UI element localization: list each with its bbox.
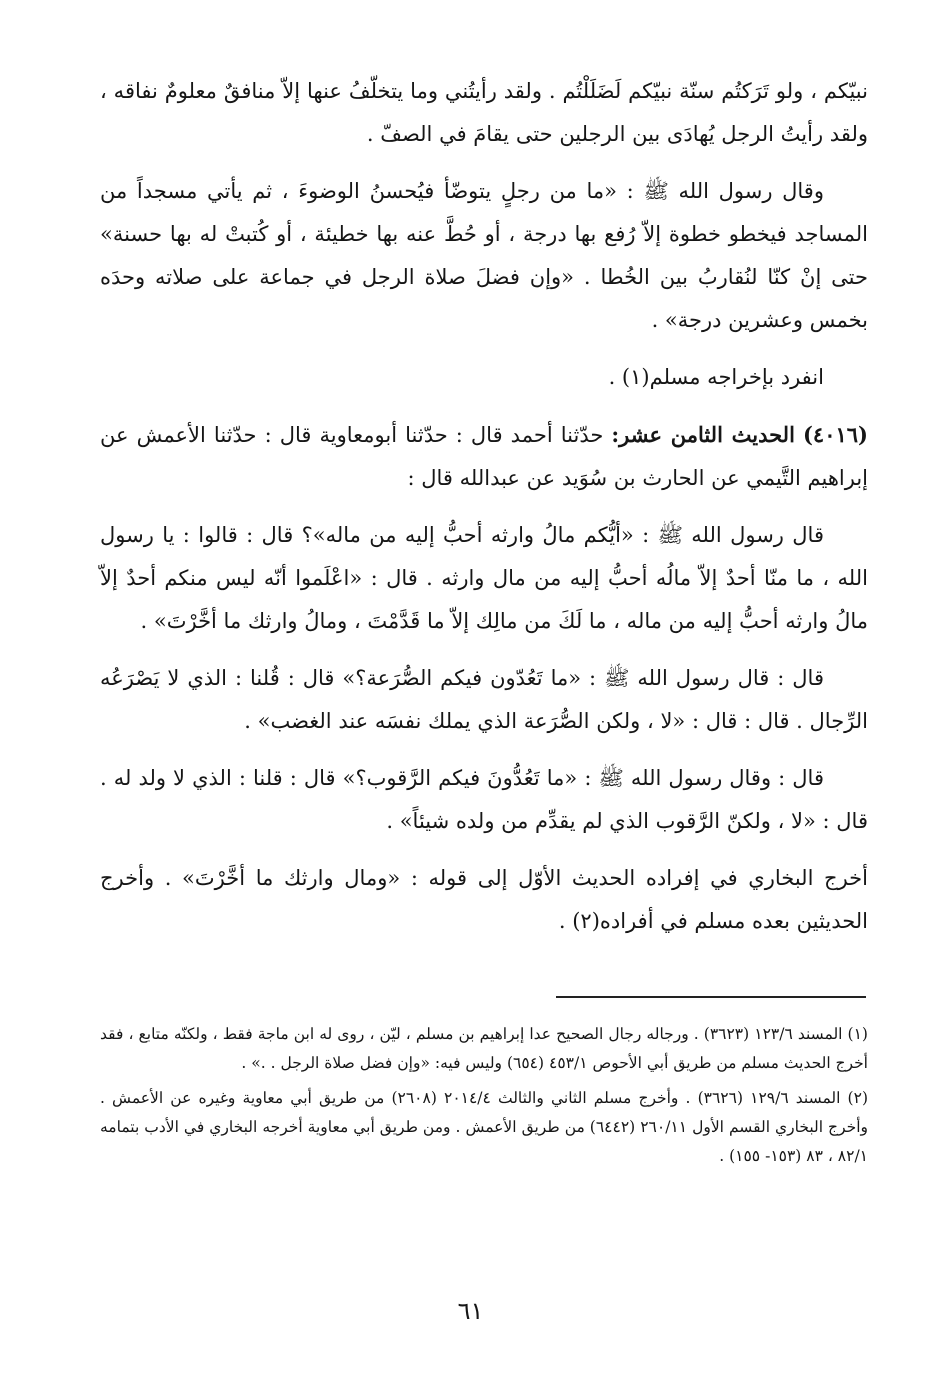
paragraph-takhrij: أخرج البخاري في إفراده الحديث الأوّل إلى قوله : «ومال وارثك ما أخَّرْتَ» . وأخرج الحديثين بعده مسلم في أفراده(٢) . bbox=[100, 866, 868, 933]
page-number: ٦١ bbox=[457, 1297, 484, 1325]
footnote-separator bbox=[556, 996, 866, 998]
footnote-1: (١) المسند ١٢٣/٦ (٣٦٢٣) . ورجاله رجال الصحيح عدا إبراهيم بن مسلم ، ليّن ، روى له ابن ماجة فقط ، ولكنّه متابع ، فقد أخرج الحديث مسلم من طريق أبي الأحوص ٤٥٣/١ (٦٥٤) وليس فيه: «وإن فضل صلاة الرجل . .» . bbox=[100, 1025, 868, 1072]
footnotes bbox=[100, 1020, 868, 1177]
paragraph-suraa: قال : قال رسول الله ﷺ : «ما تَعُدّون فيكم الصُّرَعة؟» قال : قُلنا : الذي لا يَصْرَعُه الرِّجال . قال : قال : «لا ، ولكن الصُّرَعة الذي يملك نفسَه عند الغضب» . bbox=[100, 666, 868, 733]
hadith-heading bbox=[100, 413, 868, 500]
paragraph-continuation: نبيّكم ، ولو تَرَكتُم سنّة نبيّكم لَضَلَلْتُم . ولقد رأيتُني وما يتخلّفُ عنها إلاّ منافقٌ معلومٌ نفاقه ، ولقد رأيتُ الرجل يُهادَى بين الرجلين حتى يقامَ في الصفّ . bbox=[100, 79, 868, 146]
footnote-2: (٢) المسند ١٢٩/٦ (٣٦٢٦) . وأخرج مسلم الثاني والثالث ٢٠١٤/٤ (٢٦٠٨) من طريق أبي معاوية وغيره عن الأعمش . وأخرج البخاري القسم الأول ٢٦٠/١١ (٦٤٤٢) من طريق الأعمش . ومن طريق أبي معاوية أخرجه البخاري في الأدب بتمامه ٨٢/١ ، ٨٣ (١٥٣- ١٥٥) . bbox=[100, 1089, 868, 1165]
hadith-title: الحديث الثامن عشر: bbox=[611, 422, 795, 447]
paragraph-hadith-wudu: وقال رسول الله ﷺ : «ما من رجلٍ يتوضّأ فيُحسنُ الوضوءَ ، ثم يأتي مسجداً من المساجد فيخطو خطوة إلاّ رُفع بها درجة ، أو حُطَّ عنه بها خطيئة ، أو كُتبتْ له بها حسنة» حتى إنْ كنّا لنُقاربُ بين الخُطا . «وإن فضلَ صلاة الرجل في جماعة على صلاته وحدَه بخمس وعشرين درجة» . bbox=[100, 179, 868, 332]
hadith-number: (٤٠١٦) bbox=[802, 422, 868, 447]
paragraph-infarada: انفرد بإخراجه مسلم(١) . bbox=[608, 365, 824, 389]
main-text bbox=[100, 70, 868, 957]
paragraph-raqub: قال : وقال رسول الله ﷺ : «ما تَعُدُّونَ فيكم الرَّقوب؟» قال : قلنا : الذي لا ولد له . قال : «لا ، ولكنّ الرَّقوب الذي لم يقدِّم من ولده شيئاً» . bbox=[100, 766, 868, 833]
hadith-isnad: حدّثنا أحمد قال : حدّثنا أبومعاوية قال : حدّثنا الأعمش عن إبراهيم التَّيمي عن الحارث بن سُوَيد عن عبدالله قال : bbox=[100, 423, 868, 490]
paragraph-mal-warith: قال رسول الله ﷺ : «أيُّكم مالُ وارثه أحبُّ إليه من ماله»؟ قال : قالوا : يا رسول الله ، ما منّا أحدٌ إلاّ مالُه أحبُّ إليه من مال وارثه . قال : «اعْلَموا أنّه ليس منكم أحدٌ إلاّ مالُ وارثه أحبُّ إليه من ماله ، ما لَكَ من مالِك إلاّ ما قَدَّمْتَ ، ومالُ وارثك ما أخَّرْتَ» . bbox=[100, 523, 868, 633]
